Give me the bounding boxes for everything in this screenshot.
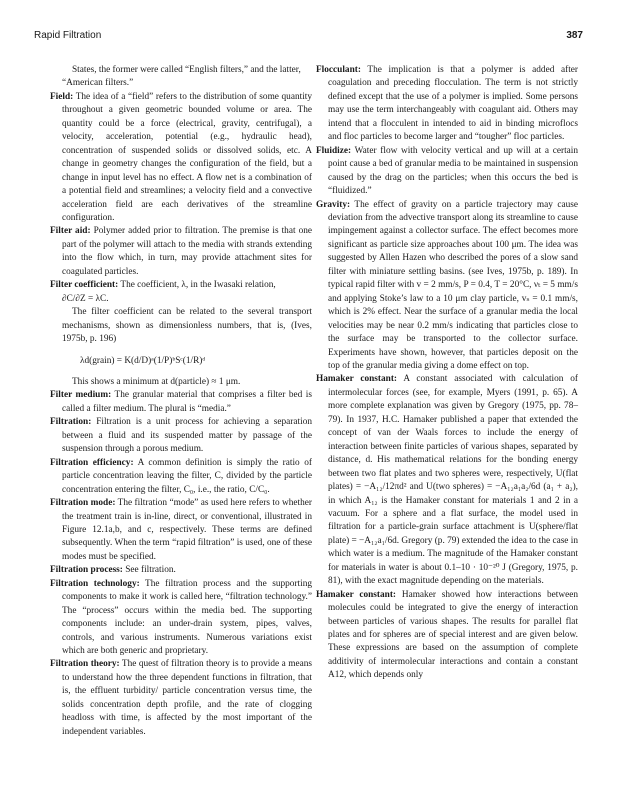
term-filtration-process: Filtration process:	[50, 565, 123, 576]
definition-gravity: The effect of gravity on a particle trajectory may cause deviation from the advective transport along its streamline to cause impingement against a collector surface. The effect becomes more significant as particle size approaches about 100 μm. The idea was suggested by Allen Hazen who described the pores of a slow sand filter with miniature settling basins. (see Ives, 1975b, p. 189). In typical rapid filter with v = 2 mm/s, P = 0.4, T = 20°C, νₜ = 5 mm/s and applying Stoke’s law to a 10 μm clay particle, vₛ = 0.1 mm/s, which is 2% effect. Near the surface of a granular media the local velocities may be near 0.2 mm/s indicating that particles close to the surface may be transported to the collector surface. Experiments have shown, however, that particles deposit on the top of the granular media giving a dome effect on top.	[328, 199, 578, 371]
entry-filter-coefficient	[50, 279, 312, 292]
definition-fluidize: Water flow with velocity vertical and up will at a certain point cause a bed of granular media to be maintained in suspension caused by the drag on the particles; when this occurs the bed is “fluidized.”	[328, 145, 579, 197]
entry-filtration	[50, 416, 312, 456]
filter-coefficient-para2: The filter coefficient can be related to the several transport mechanisms, shown as dimensionless numbers, that is, (Ives, 1975b, p. 196)	[62, 307, 312, 345]
term-filtration-technology: Filtration technology:	[50, 578, 140, 589]
page-header	[34, 30, 583, 44]
iwasaki-relation: ∂C/∂Z = λC.	[62, 293, 109, 304]
running-title: Rapid Filtration	[34, 30, 102, 41]
term-hamaker-constant-1: Hamaker constant:	[316, 374, 398, 385]
term-fluidize: Fluidize:	[316, 145, 352, 156]
entry-filtration-efficiency	[50, 457, 312, 497]
definition-filtration-mode: The filtration “mode” as used here refers to whether the treatment train is in-line, direct, or conventional, illustrated in Figure 12.1a,b, and c, respectively. These terms are defined subsequently. When the term “rapid filtration” is used, one of these modes must be specified.	[62, 498, 312, 562]
term-gravity: Gravity:	[316, 199, 351, 210]
entry-filtration-technology	[50, 578, 312, 659]
term-filtration: Filtration:	[50, 417, 92, 428]
definition-filter-aid: Polymer added prior to filtration. The premise is that one part of the polymer will attach to the media with strands extending into the flow which, in turn, may provide attachment sites for coagulated particles.	[62, 226, 312, 277]
entry-flocculant	[316, 64, 578, 145]
right-column	[316, 64, 578, 683]
definition-filtration-process: See filtration.	[125, 565, 176, 576]
definition-filter-medium: The granular material that comprises a filter bed is called a filter medium. The plural is “media.”	[62, 390, 313, 414]
intro-text: States, the former were called “English filters,” and the latter, “American filters.”	[62, 65, 301, 89]
term-filtration-theory: Filtration theory:	[50, 659, 120, 670]
term-filtration-mode: Filtration mode:	[50, 498, 116, 509]
term-filter-coefficient: Filter coefficient:	[50, 280, 119, 291]
term-field: Field:	[50, 91, 74, 102]
definition-filtration-technology: The filtration process and the supporting components to make it work is called here, “filtration technology.” The “process” occurs within the media bed. The supporting components include: an under-drain system, pipes, valves, controls, and various instruments. Numerous variations exist which are both generic and proprietary.	[62, 578, 312, 657]
left-column	[50, 64, 312, 739]
definition-filtration-efficiency: A common definition is simply the ratio of particle concentration leaving the filter, C, divided by the particle concentration entering the filter, C₀, i.e., the ratio, C/C₀.	[62, 457, 312, 495]
entry-hamaker-constant-1	[316, 373, 578, 588]
entry-hamaker-constant-2	[316, 589, 578, 683]
entry-filtration-mode	[50, 497, 312, 564]
entry-gravity	[316, 199, 578, 374]
definition-filter-coefficient: The coefficient, λ, in the Iwasaki relation,	[120, 280, 276, 291]
entry-fluidize	[316, 145, 578, 199]
entry-filter-aid	[50, 225, 312, 279]
definition-field: The idea of a “field” refers to the distribution of some quantity throughout a given geometric bounded volume or area. The quantity could be a force (electrical, gravity, centrifugal), a velocity, acceleration, potential (e.g., hydraulic head), concentration of suspended solids or dissolved solids, etc. A change in geometry changes the configuration of the field, but a change in input level has no effect. A flow net is a combination of a potential field and streamlines; a velocity field and a convective acceleration field are each derivatives of the streamline configuration.	[62, 91, 313, 223]
entry-filtration-process	[50, 564, 312, 577]
term-filtration-efficiency: Filtration efficiency:	[50, 457, 134, 468]
term-filter-medium: Filter medium:	[50, 390, 112, 401]
term-hamaker-constant-2: Hamaker constant:	[316, 589, 397, 600]
definition-hamaker-constant-1: A constant associated with calculation of intermolecular forces (see, for example, Myers (1991, p. 65). A more complete explanation was given by Gregory (1975, pp. 78–79). In 1937, H.C. Hamaker published a paper that extended the concept of van der Waals forces to include the energy of interaction between finite particles of various shapes, separated by distance, d. His mathematical relations for the bonding energy between two flat plates and two spheres were, respectively, U(flat plates) = −A₁₂/12πd² and U(two spheres) = −A₁₂a₁a₂/6d (a₁ + a₂), in which A₁₂ is the Hamaker constant for materials 1 and 2 in a vacuum. For a sphere and a flat surface, the model used in filtration for a particle-grain surface attachment is U(sphere/flat plate) = −A₁₂a₁/6d. Gregory (p. 79) extended the idea to the case in which water is a medium. The magnitude of the Hamaker constant for materials in water is about 0.1–10 · 10⁻²⁰ J (Gregory, 1975, p. 81), with the exact magnitude depending on the materials.	[328, 374, 578, 587]
filter-coefficient-equation: λd(grain) = K(d/D)ᵃ(1/P)ᵇSᶜ(1/R)ᵈ	[80, 355, 206, 366]
filter-coefficient-after: This shows a minimum at d(particle) ≈ 1 μm.	[72, 376, 241, 387]
definition-filtration: Filtration is a unit process for achieving a separation between a fluid and its suspended matter by passage of the suspension through a porous medium.	[62, 417, 312, 455]
definition-hamaker-constant-2: Hamaker showed how interactions between molecules could be integrated to give the energy of interaction between particles of various shapes. The results for parallel flat plates and for spheres are of special interest and are given below. These expressions are based on the assumption of complete additivity of intermolecular interactions and contain a constant A12, which depends only	[328, 589, 578, 681]
term-filter-aid: Filter aid:	[50, 226, 91, 237]
definition-flocculant: The implication is that a polymer is added after coagulation and preceding flocculation. The term is not strictly defined except that the use of a polymer is implied. Some persons may use the term interchangeably with coagulant aid. Others may intend that a flocculent in intended to aid in binding microflocs and floc particles to become larger and “tougher” floc particles.	[328, 65, 579, 143]
definition-filtration-theory: The quest of filtration theory is to provide a means to understand how the three dependent functions in filtration, that is, the effluent turbidity/ particle concentration versus time, the solids concentration depth profile, and the rate of clogging headloss with time, is affected by the most important of the independent variables.	[62, 659, 313, 737]
page-number: 387	[566, 30, 583, 41]
term-flocculant: Flocculant:	[316, 65, 361, 75]
entry-field	[50, 91, 312, 226]
entry-filtration-theory	[50, 658, 312, 739]
entry-filter-medium	[50, 389, 312, 416]
